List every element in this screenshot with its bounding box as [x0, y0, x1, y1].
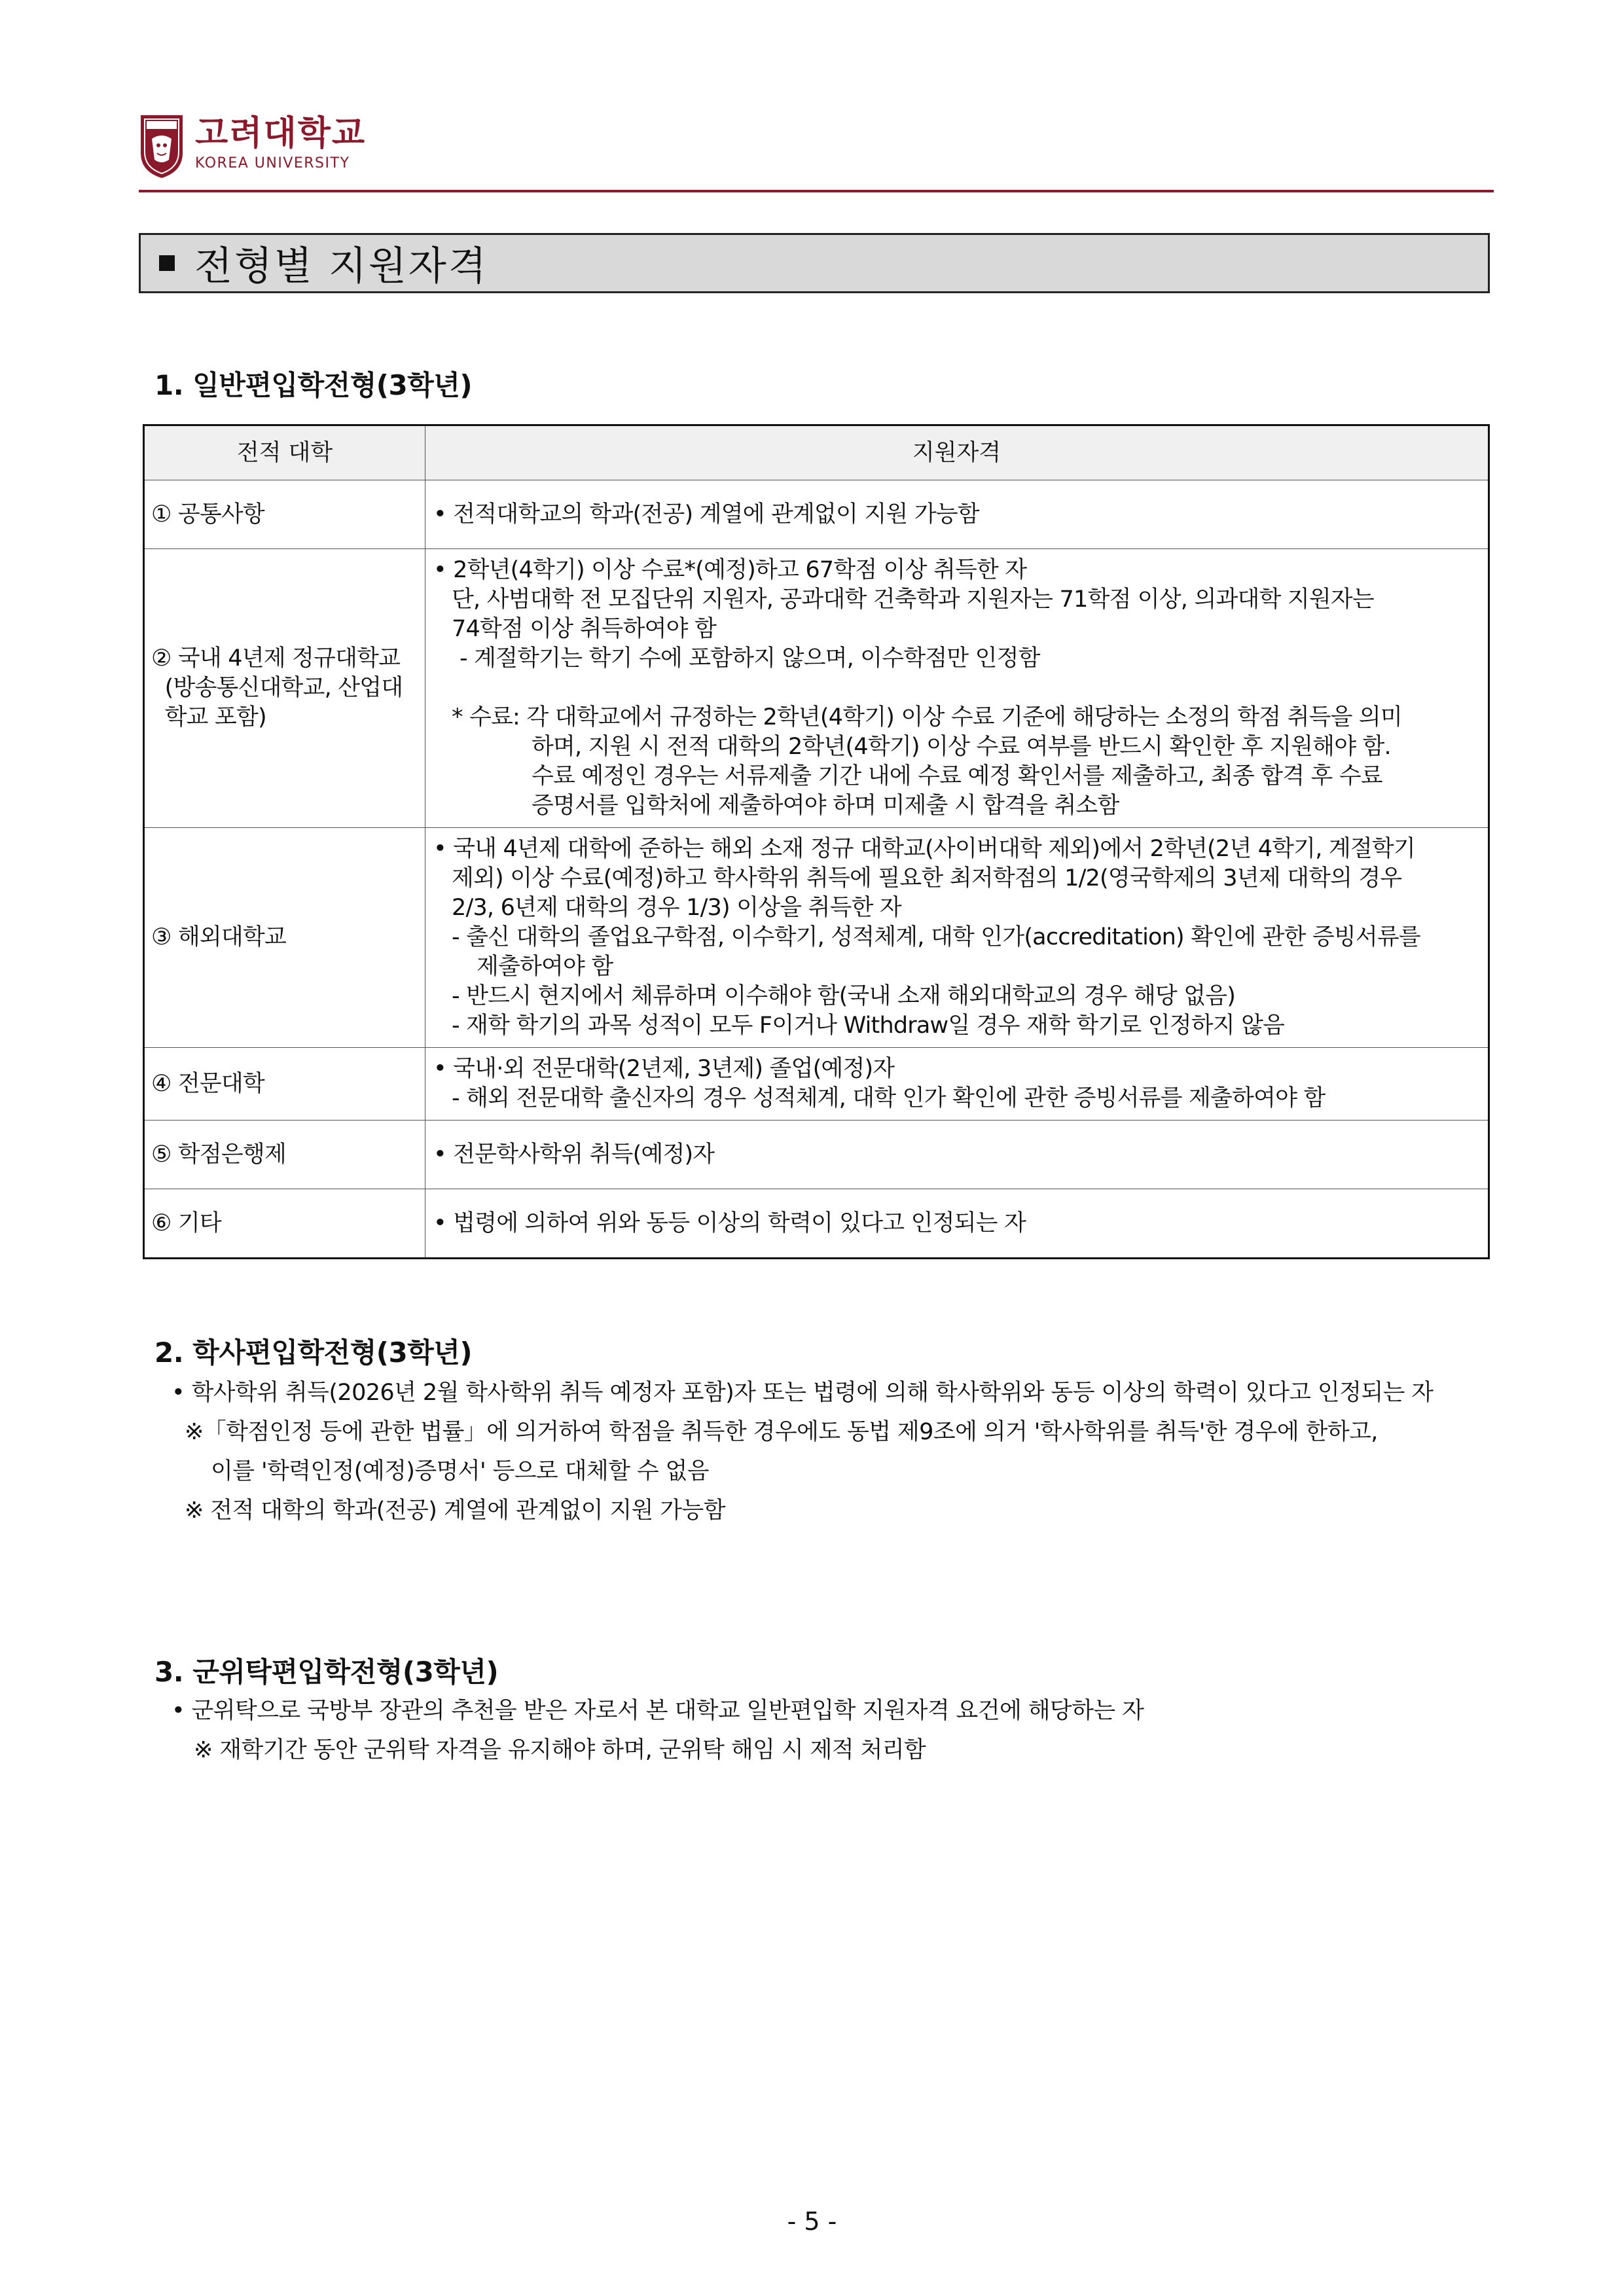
eligibility-line: 하며, 지원 시 전적 대학의 2학년(4학기) 이상 수료 여부를 반드시 확인한 후 지원해야 함.: [532, 734, 1391, 760]
row-category: [144, 1121, 425, 1189]
blank-line: [433, 673, 1481, 703]
military-note: ※ 재학기간 동안 군위탁 자격을 유지해야 하며, 군위탁 해임 시 제적 처리함: [194, 1737, 926, 1763]
row-eligibility: [425, 549, 1489, 828]
row-category: [144, 480, 425, 549]
row-category-label: 학교 포함): [151, 704, 266, 730]
eligibility-line: 2/3, 6년제 대학의 경우 1/3) 이상을 취득한 자: [452, 895, 901, 921]
section-title-box: [139, 233, 1490, 293]
square-bullet-icon: [159, 255, 175, 271]
row-category-label: ⑥ 기타: [151, 1210, 221, 1236]
row-category: [144, 549, 425, 828]
korea-university-shield-icon: [139, 114, 185, 179]
row-category-label: ④ 전문대학: [151, 1070, 264, 1097]
row-eligibility: [425, 1048, 1489, 1121]
row-category-label: ② 국내 4년제 정규대학교: [151, 645, 401, 672]
eligibility-line: • 2학년(4학기) 이상 수료*(예정)하고 67학점 이상 취득한 자: [433, 557, 1027, 583]
eligibility-line: 74학점 이상 취득하여야 함: [452, 616, 717, 642]
heading-bachelor-transfer: 2. 학사편입학전형(3학년): [154, 1336, 473, 1369]
university-logo: [139, 114, 366, 182]
eligibility-line: 단, 사범대학 전 모집단위 지원자, 공과대학 건축학과 지원자는 71학점 이상, 의과대학 지원자는: [452, 586, 1374, 613]
eligibility-line: • 법령에 의하여 위와 동등 이상의 학력이 있다고 인정되는 자: [433, 1210, 1026, 1236]
eligibility-line: - 해외 전문대학 출신자의 경우 성적체계, 대학 인가 확인에 관한 증빙서류를 제출하여야 함: [452, 1085, 1326, 1111]
university-name-korean: 고려대학교: [195, 114, 367, 153]
eligibility-line: 증명서를 입학처에 제출하여야 하며 미제출 시 합격을 취소함: [532, 793, 1119, 819]
table-row: [144, 549, 1489, 828]
eligibility-line: - 반드시 현지에서 체류하며 이수해야 함(국내 소재 해외대학교의 경우 해당 없음): [452, 983, 1236, 1009]
section-title: 전형별 지원자격: [194, 243, 488, 289]
row-eligibility: [425, 480, 1489, 549]
row-category-label: ① 공통사항: [151, 501, 264, 528]
table-row: [144, 1189, 1489, 1259]
eligibility-line: 제외) 이상 수료(예정)하고 학사학위 취득에 필요한 최저학점의 1/2(영국학제의 3년제 대학의 경우: [452, 865, 1402, 891]
row-eligibility: [425, 1189, 1489, 1259]
row-eligibility: [425, 1121, 1489, 1189]
eligibility-line: • 국내·외 전문대학(2년제, 3년제) 졸업(예정)자: [433, 1056, 895, 1082]
university-name-english: KOREA UNIVERSITY: [195, 155, 350, 171]
row-eligibility: [425, 828, 1489, 1048]
eligibility-line: • 전적대학교의 학과(전공) 계열에 관계없이 지원 가능함: [433, 501, 979, 528]
page-number: - 5 -: [787, 2207, 837, 2236]
eligibility-line: - 출신 대학의 졸업요구학점, 이수학기, 성적체계, 대학 인가(accreditation) 확인에 관한 증빙서류를: [452, 924, 1420, 950]
eligibility-line: 수료 예정인 경우는 서류제출 기간 내에 수료 예정 확인서를 제출하고, 최종 합격 후 수료: [532, 763, 1382, 789]
row-category: [144, 1189, 425, 1259]
row-category-label: ③ 해외대학교: [151, 924, 286, 950]
header-divider: [139, 190, 1494, 192]
bachelor-note-1: ※「학점인정 등에 관한 법률」에 의거하여 학점을 취득한 경우에도 동법 제9조에 의거 '학사학위를 취득'한 경우에 한하고,: [185, 1419, 1378, 1445]
military-requirement: • 군위탁으로 국방부 장관의 추천을 받은 자로서 본 대학교 일반편입학 지원자격 요건에 해당하는 자: [171, 1698, 1144, 1724]
eligibility-line: - 재학 학기의 과목 성적이 모두 F이거나 Withdraw일 경우 재학 학기로 인정하지 않음: [452, 1013, 1285, 1039]
table-row: [144, 480, 1489, 549]
eligibility-line: 제출하여야 함: [477, 954, 613, 980]
heading-military-transfer: 3. 군위탁편입학전형(3학년): [154, 1656, 499, 1688]
table-header-row: [144, 425, 1489, 480]
bachelor-note-2: ※ 전적 대학의 학과(전공) 계열에 관계없이 지원 가능함: [185, 1498, 725, 1524]
bachelor-note-1-cont: 이를 '학력인정(예정)증명서' 등으로 대체할 수 없음: [211, 1458, 709, 1484]
eligibility-line: - 계절학기는 학기 수에 포함하지 않으며, 이수학점만 인정함: [460, 645, 1040, 672]
row-category-label: (방송통신대학교, 산업대: [151, 675, 403, 701]
row-category: [144, 1048, 425, 1121]
eligibility-line: * 수료: 각 대학교에서 규정하는 2학년(4학기) 이상 수료 기준에 해당하는 소정의 학점 취득을 의미: [452, 704, 1402, 730]
eligibility-table: [143, 424, 1490, 1259]
row-category-label: ⑤ 학점은행제: [151, 1141, 286, 1168]
heading-general-transfer: 1. 일반편입학전형(3학년): [154, 369, 473, 401]
table-row: [144, 828, 1489, 1048]
header-previous-university: 전적 대학: [144, 425, 425, 480]
header-eligibility: 지원자격: [425, 425, 1489, 480]
eligibility-line: • 전문학사학위 취득(예정)자: [433, 1141, 715, 1168]
bachelor-requirement: • 학사학위 취득(2026년 2월 학사학위 취득 예정자 포함)자 또는 법령에 의해 학사학위와 동등 이상의 학력이 있다고 인정되는 자: [171, 1380, 1434, 1406]
eligibility-line: • 국내 4년제 대학에 준하는 해외 소재 정규 대학교(사이버대학 제외)에서 2학년(2년 4학기, 계절학기: [433, 836, 1415, 862]
table-row: [144, 1121, 1489, 1189]
row-category: [144, 828, 425, 1048]
table-row: [144, 1048, 1489, 1121]
